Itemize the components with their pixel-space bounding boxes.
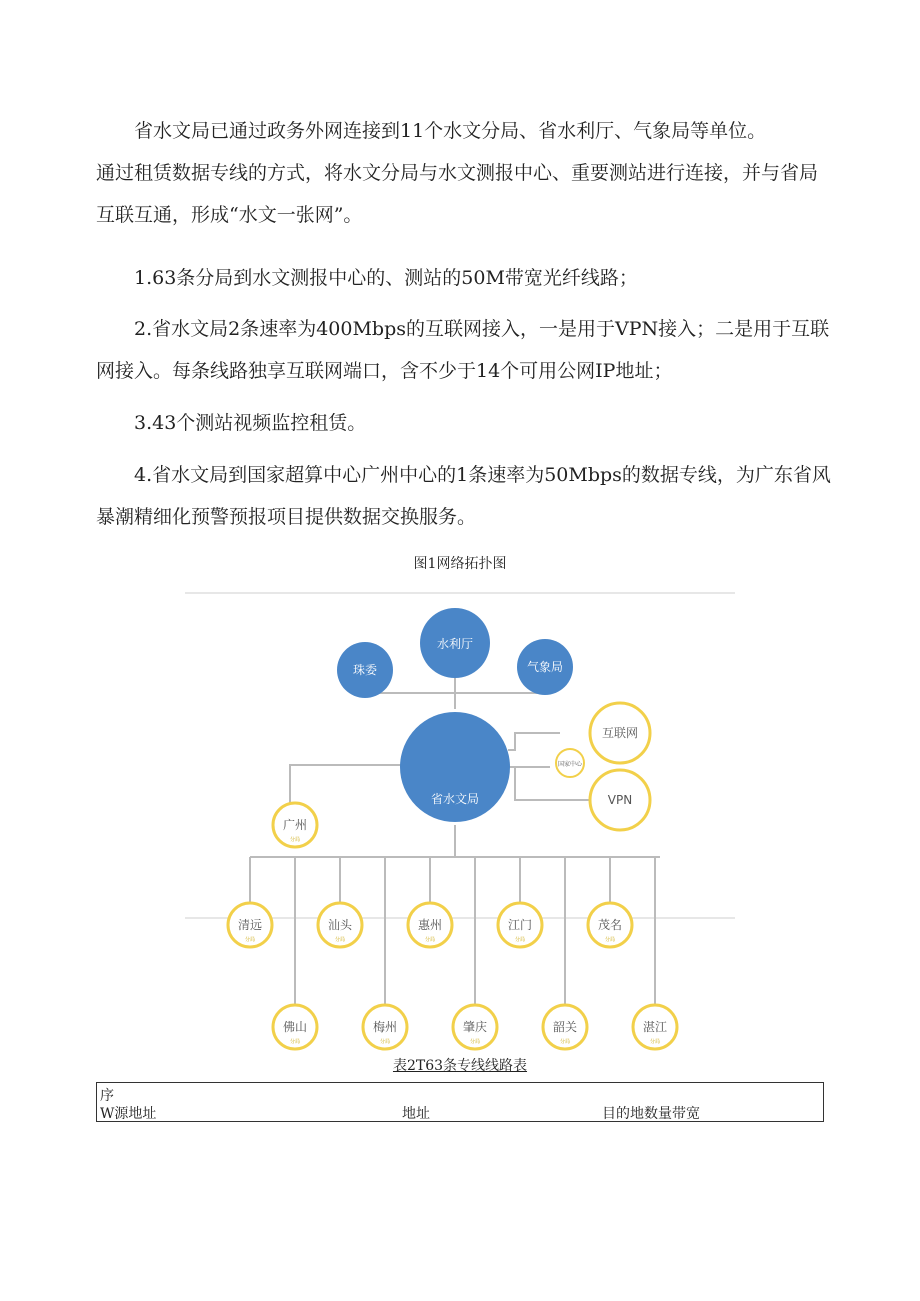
node-meizhou-sub: 分局 — [379, 1039, 391, 1045]
paragraph-2: 1.63条分局到水文测报中心的、测站的50M带宽光纤线路； — [134, 267, 638, 289]
paragraph-1-cont: 通过租赁数据专线的方式，将水文分局与水文测报中心、重要测站进行连接，并与省局互联互通，形成“水文一张网”。 — [96, 162, 819, 226]
node-national-center-label: 国家中心 — [557, 761, 583, 768]
node-internet-label: 互联网 — [601, 726, 639, 740]
node-zhuwei-label: 珠委 — [352, 663, 378, 677]
node-guangzhou-label: 广州 — [282, 818, 308, 832]
table-cell-address: 地址 — [402, 1106, 430, 1122]
table-cell-source: W源地址 — [100, 1106, 157, 1122]
node-zhaoqing-sub: 分局 — [469, 1039, 481, 1045]
node-shaoguan-sub: 分局 — [559, 1039, 571, 1045]
node-zhaoqing-label: 肇庆 — [462, 1020, 488, 1034]
node-shantou-label: 汕头 — [327, 918, 353, 932]
node-zhanjiang-sub: 分局 — [649, 1039, 661, 1045]
paragraph-4: 3.43个测站视频监控租赁。 — [134, 412, 367, 434]
paragraph-3: 2.省水文局2条速率为400Mbps的互联网接入，一是用于VPN接入；二是用于互联网接入。每条线路独享互联网端口，含不少于14个可用公网IP地址； — [96, 318, 830, 382]
route-table — [96, 1082, 824, 1122]
node-maoming-label: 茂名 — [597, 918, 623, 932]
node-shaoguan-label: 韶关 — [552, 1020, 578, 1034]
network-topology-diagram — [185, 585, 735, 1060]
paragraph-5: 4.省水文局到国家超算中心广州中心的1条速率为50Mbps的数据专线，为广东省风暴潮精细化预警预报项目提供数据交换服务。 — [96, 464, 831, 528]
figure-caption: 图1网络拓扑图 — [413, 556, 507, 572]
node-zhanjiang-label: 湛江 — [642, 1020, 668, 1034]
node-huizhou-label: 惠州 — [417, 918, 443, 932]
table-cell-seq: 序 — [100, 1088, 114, 1104]
row2-nodes — [273, 1005, 677, 1049]
node-maoming-sub: 分局 — [604, 937, 616, 943]
node-huizhou-sub: 分局 — [424, 937, 436, 943]
row1-nodes — [228, 903, 632, 947]
table-caption: 表2T63条专线线路表 — [392, 1058, 528, 1074]
node-vpn-label: VPN — [607, 793, 633, 807]
node-center-label: 省水文局 — [430, 792, 480, 806]
node-foshan-label: 佛山 — [282, 1020, 308, 1034]
paragraph-1: 省水文局已通过政务外网连接到11个水文分局、省水利厅、气象局等单位。 — [134, 120, 767, 142]
node-shantou-sub: 分局 — [334, 937, 346, 943]
table-cell-destination: 目的地数量带宽 — [602, 1106, 700, 1122]
node-shuiliting-label: 水利厅 — [436, 637, 474, 651]
node-jiangmen-sub: 分局 — [514, 937, 526, 943]
node-jiangmen-label: 江门 — [507, 918, 533, 932]
node-guangzhou-sub: 分局 — [289, 837, 301, 843]
node-qixiangju-label: 气象局 — [526, 660, 564, 674]
node-qingyuan-label: 清远 — [237, 918, 263, 932]
node-qingyuan-sub: 分局 — [244, 937, 256, 943]
node-meizhou-label: 梅州 — [372, 1020, 398, 1034]
node-foshan-sub: 分局 — [289, 1039, 301, 1045]
